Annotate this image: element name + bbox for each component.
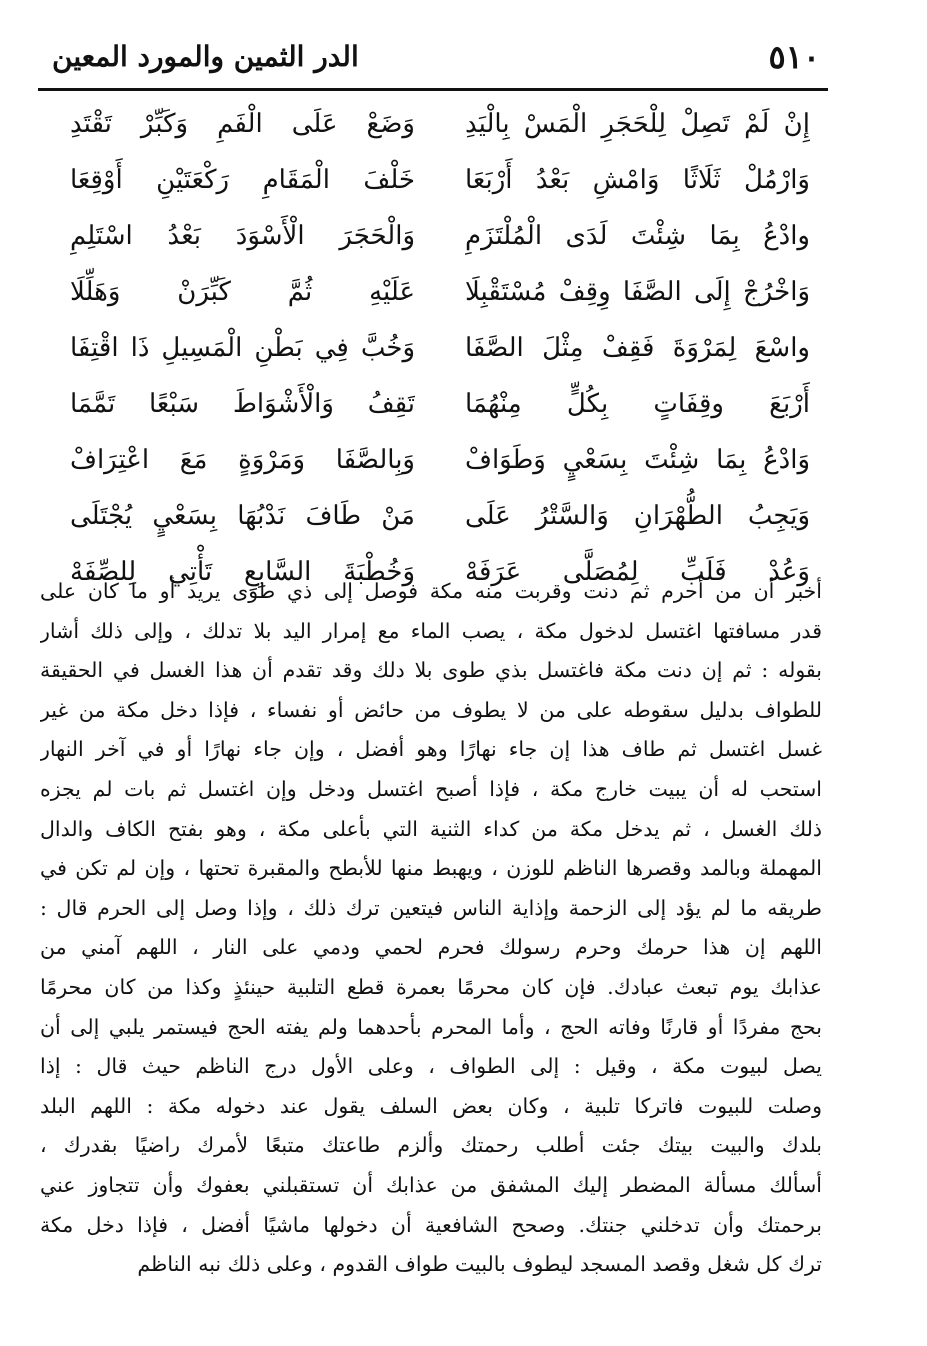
verse-first-hemistich: وادْعُ بِمَا شِئْتَ لَدَى الْمُلْتَزَمِ [465, 221, 810, 251]
verse-first-hemistich: واسْعَ لِمَرْوَةَ فَقِفْ مِثْلَ الصَّفَا [465, 333, 810, 363]
verse-row [70, 320, 810, 376]
commentary-line: المهملة وبالمد وقصرها الناظم للوزن ، ويهبط منها للأبطح والمقبرة تحتها ، وإن لم تكن في [40, 856, 822, 881]
commentary-line: يصل لبيوت مكة ، وقيل : إلى الطواف ، وعلى الأول درج الناظم حيث قال : إذا [40, 1054, 822, 1079]
commentary-line: أسألك مسألة المضطر إليك المشفق من عذابك أن تستقبلني بعفوك وأن تتجاوز عني [40, 1172, 822, 1197]
verse-first-hemistich: أَرْبَعَ وقِفَاتٍ بِكُلٍّ مِنْهُمَا [465, 389, 810, 419]
verse-second-hemistich: وَضَعْ عَلَى الْفَمِ وَكَبِّرْ تَقْتَدِ [70, 109, 415, 139]
verse-second-hemistich: عَلَيْهِ ثُمَّ كَبِّرَنْ وَهَلِّلَا [70, 277, 415, 307]
commentary-line: بلدك والبيت بيتك جئت أطلب رحمتك وألزم طاعتك متبعًا لأمرك راضيًا بقدرك ، [40, 1133, 822, 1158]
verse-first-hemistich: وَاخْرُجْ إِلَى الصَّفَا وِقِفْ مُسْتَقْبِلَا [465, 277, 810, 307]
verse-row [70, 152, 810, 208]
verse-second-hemistich: وَالْحَجَرَ الْأَسْوَدَ بَعْدُ اسْتَلِمِ [70, 221, 415, 251]
commentary-line: طريقه ما لم يؤد إلى الزحمة وإذاية الناس فيتعين ترك ذلك ، وإذا وصل إلى الحرم قال : [40, 895, 822, 920]
verse-first-hemistich: وَيَجِبُ الطُّهْرَانِ وَالسَّتْرُ عَلَى [465, 501, 810, 531]
page-number: ٥١٠ [768, 38, 820, 76]
verse-first-hemistich: وَادْعُ بِمَا شِئْتَ بِسَعْيٍ وَطَوَافْ [465, 445, 810, 475]
commentary-line: ذلك الغسل ، ثم يدخل مكة من كداء الثنية التي بأعلى مكة ، وهو بفتح الكاف والدال [40, 816, 822, 841]
commentary-line: للطواف بدليل سقوطه على من لا يطوف من حائض أو نفساء ، فإذا دخل مكة من غير [40, 697, 822, 722]
verse-second-hemistich: مَنْ طَافَ نَدْبُهَا بِسَعْيٍ يُجْتَلَى [70, 501, 415, 531]
commentary-line: أخبر أن من أحرم ثم دنت وقربت منه مكة فوصل إلى ذي طوى يريد أو ما كان على [40, 579, 822, 603]
verse-row [70, 96, 810, 152]
verse-second-hemistich: وَخُطْبَةَ السَّابِعِ تَأْتِي لِلصِّفَهْ [70, 557, 415, 587]
verse-row [70, 376, 810, 432]
commentary-line: عذابك يوم تبعث عبادك. فإن كان محرمًا بعمرة قطع التلبية حينئذٍ وكذا من كان محرمًا [40, 974, 822, 999]
commentary-line: بقوله : ثم إن دنت مكة فاغتسل بذي طوى بلا دلك وقد تقدم أن هذا الغسل في الحقيقة [40, 658, 822, 683]
commentary-line: ترك كل شغل وقصد المسجد ليطوف بالبيت طواف القدوم ، وعلى ذلك نبه الناظم [137, 1252, 822, 1277]
commentary-line: وصلت للبيوت فاتركا تلبية ، وكان بعض السلف يقول عند دخوله مكة : اللهم البلد [40, 1093, 822, 1118]
verse-second-hemistich: خَلْفَ الْمَقَامِ رَكْعَتَيْنِ أَوْقِعَا [70, 165, 415, 195]
verse-row [70, 208, 810, 264]
verse-row [70, 264, 810, 320]
commentary-line: قدر مسافتها اغتسل لدخول مكة ، يصب الماء مع إمرار اليد بلا تدلك ، وإلى ذلك أشار [40, 618, 822, 643]
commentary-line: اللهم إن هذا حرمك وحرم رسولك فحرم لحمي ودمي على النار ، اللهم آمني من [40, 935, 822, 960]
commentary-paragraph [40, 572, 822, 1285]
verse-second-hemistich: تَقِفُ وَالْأَشْوَاطَ سَبْعًا تَمَّمَا [70, 389, 415, 419]
commentary-line: برحمتك وأن تدخلني جنتك. وصحح الشافعية أن دخولها ماشيًا أفضل ، فإذا دخل مكة [40, 1212, 822, 1237]
poem-verses [70, 96, 810, 600]
verse-second-hemistich: وَخُبَّ فِي بَطْنِ الْمَسِيلِ ذَا اقْتِفَا [70, 333, 415, 363]
commentary-line: استحب له أن يبيت خارج مكة ، فإذا أصبح اغتسل ودخل وإن اغتسل ثم بات لم يجزه [40, 776, 822, 801]
verse-second-hemistich: وَبِالصَّفَا وَمَرْوَةٍ مَعَ اعْتِرَافْ [70, 445, 415, 475]
page-header [38, 30, 828, 91]
commentary-line: بحج مفردًا أو قارنًا وفاته الحج ، وأما المحرم بأحدهما ولم يفته الحج فيستمر يلبي إلى أن [40, 1014, 822, 1039]
verse-row [70, 488, 810, 544]
verse-first-hemistich: وَعُدْ فَلَبِّ لِمُصَلَّى عَرَفَهْ [465, 557, 810, 587]
commentary-line: غسل اغتسل ثم طاف هذا إن جاء نهارًا وهو أفضل ، وإن جاء نهارًا أو في آخر النهار [40, 737, 822, 762]
verse-first-hemistich: إِنْ لَمْ تَصِلْ لِلْحَجَرِ الْمَسْ بِالْيَدِ [465, 109, 810, 139]
verse-first-hemistich: وَارْمُلْ ثَلَاثًا وَامْشِ بَعْدُ أَرْبَعَا [465, 165, 810, 195]
book-title: الدر الثمين والمورد المعين [52, 40, 359, 73]
verse-row [70, 432, 810, 488]
